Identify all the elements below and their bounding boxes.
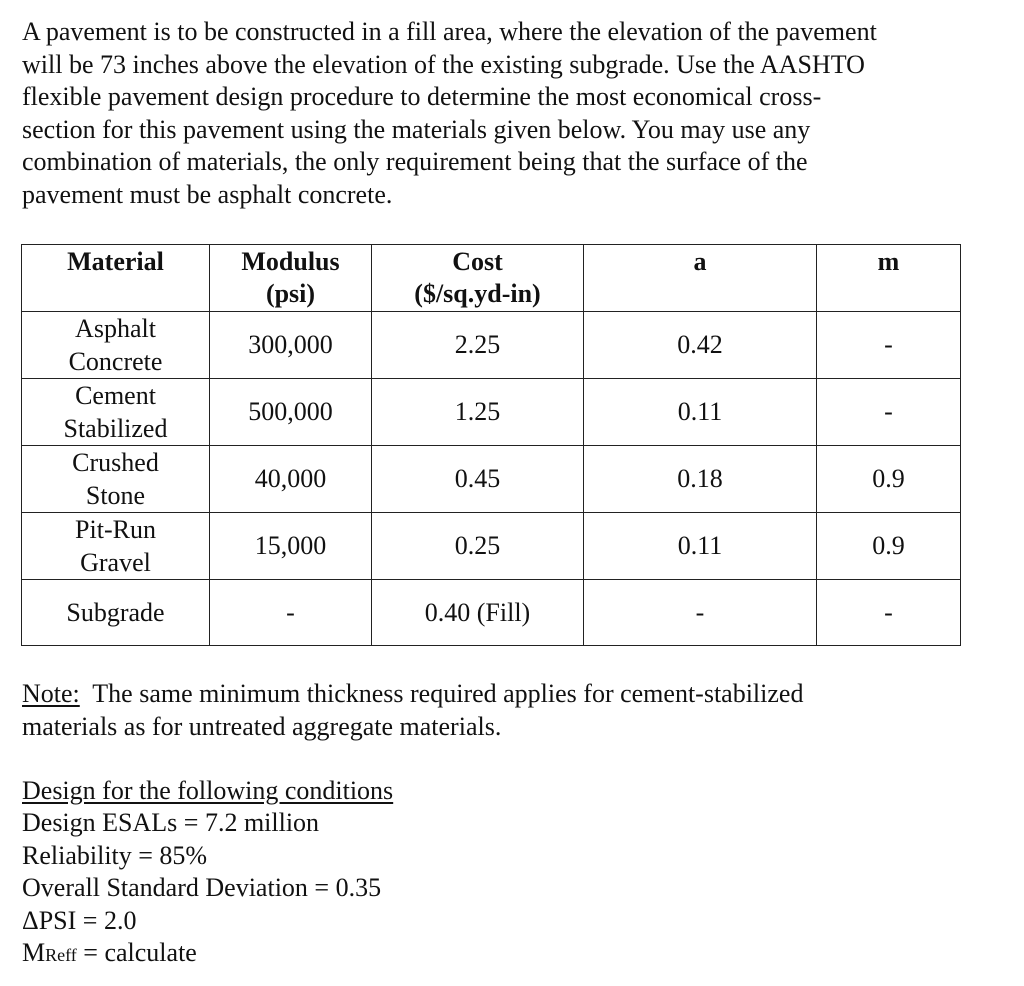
cell-cost: 0.25 <box>372 513 584 580</box>
intro-line: will be 73 inches above the elevation of the existing subgrade. Use the AASHTO <box>22 49 865 79</box>
cell-modulus: 500,000 <box>210 379 372 446</box>
header-m: m <box>817 245 961 312</box>
cell-material: Asphalt Concrete <box>22 312 210 379</box>
table-row <box>22 513 961 580</box>
cell-cost: 1.25 <box>372 379 584 446</box>
table-row <box>22 446 961 513</box>
condition-mreff <box>22 937 393 971</box>
cell-a: 0.11 <box>584 513 817 580</box>
intro-line: A pavement is to be constructed in a fill area, where the elevation of the pavement <box>22 17 877 46</box>
cell-m: - <box>817 580 961 646</box>
cell-modulus: 15,000 <box>210 513 372 580</box>
cell-a: - <box>584 580 817 646</box>
intro-line: pavement must be asphalt concrete. <box>22 179 393 209</box>
note-label: Note: <box>22 679 80 708</box>
cell-material: Cement Stabilized <box>22 379 210 446</box>
problem-statement <box>22 16 982 211</box>
cell-a: 0.18 <box>584 446 817 513</box>
cell-cost: 2.25 <box>372 312 584 379</box>
table-row <box>22 580 961 646</box>
mreff-subscript: Reff <box>45 945 77 966</box>
condition-reliability: Reliability = 85% <box>22 840 208 870</box>
condition-dpsi: ΔPSI = 2.0 <box>22 905 137 935</box>
table-header-row <box>22 245 961 312</box>
intro-line: flexible pavement design procedure to determine the most economical cross- <box>22 82 822 111</box>
intro-line: combination of materials, the only requirement being that the surface of the <box>22 147 808 176</box>
note-paragraph <box>22 677 803 743</box>
header-material: Material <box>22 245 210 312</box>
cell-a: 0.11 <box>584 379 817 446</box>
intro-line: section for this pavement using the materials given below. You may use any <box>22 114 811 144</box>
table-row <box>22 312 961 379</box>
cell-cost: 0.45 <box>372 446 584 513</box>
condition-esals: Design ESALs = 7.2 million <box>22 808 320 838</box>
cell-m: - <box>817 379 961 446</box>
design-conditions <box>22 775 393 971</box>
materials-table <box>21 244 961 646</box>
note-text: materials as for untreated aggregate materials. <box>22 712 502 741</box>
header-modulus: Modulus (psi) <box>210 245 372 312</box>
mreff-symbol: M <box>22 938 46 968</box>
cell-a: 0.42 <box>584 312 817 379</box>
conditions-heading: Design for the following conditions <box>22 776 394 805</box>
cell-modulus: - <box>210 580 372 646</box>
cell-modulus: 40,000 <box>210 446 372 513</box>
condition-std-dev: Overall Standard Deviation = 0.35 <box>22 873 382 903</box>
note-text: The same minimum thickness required applies for cement-stabilized <box>79 679 804 708</box>
cell-material: Pit-Run Gravel <box>22 513 210 580</box>
cell-modulus: 300,000 <box>210 312 372 379</box>
mreff-value: = calculate <box>76 938 197 968</box>
cell-material: Crushed Stone <box>22 446 210 513</box>
cell-m: 0.9 <box>817 513 961 580</box>
table-row <box>22 379 961 446</box>
cell-m: - <box>817 312 961 379</box>
header-cost: Cost ($/sq.yd-in) <box>372 245 584 312</box>
cell-m: 0.9 <box>817 446 961 513</box>
cell-cost: 0.40 (Fill) <box>372 580 584 646</box>
header-a: a <box>584 245 817 312</box>
cell-material: Subgrade <box>22 580 210 646</box>
